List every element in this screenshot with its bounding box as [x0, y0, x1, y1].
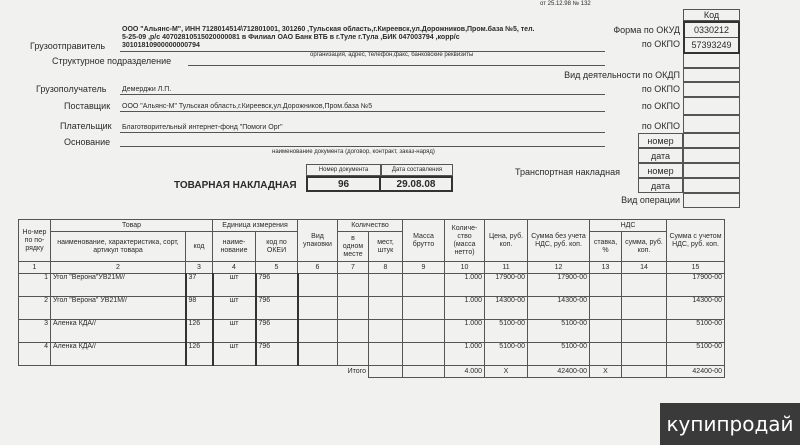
- th-price: Цена, руб. коп.: [485, 220, 528, 262]
- col-num: 9: [403, 262, 445, 274]
- payer-label: Плательщик: [60, 121, 112, 131]
- cell-okei: 796: [256, 297, 298, 320]
- supplier-line: [120, 111, 605, 112]
- th-okei: код по ОКЕИ: [256, 232, 298, 262]
- cell-empty: [590, 343, 622, 366]
- supplier-label: Поставщик: [64, 101, 111, 111]
- okpo-code: 57393249: [691, 40, 732, 50]
- cell-price: 14300-00: [485, 297, 528, 320]
- cell-empty: [403, 343, 445, 366]
- th-qty: Количество: [338, 220, 403, 232]
- totals-cell: [622, 366, 667, 378]
- consignee-okpo-label: по ОКПО: [641, 84, 680, 94]
- org-caption: организация, адрес, телефон,факс, банковские реквизиты: [310, 52, 474, 58]
- shipper-line-1: ООО "Альянс-М", ИНН 7128014514\712801001, 301260 ,Тульская область,г.Киреевск,ул.Дорожников,Пром.база №5, тел.: [122, 26, 535, 33]
- form-reference: от 25.12.98 № 132: [540, 1, 591, 7]
- col-num: 3: [186, 262, 213, 274]
- cell-empty: [403, 297, 445, 320]
- cell-unit: шт: [213, 320, 256, 343]
- doc-caption: наименование документа (договор, контракт, заказ-наряд): [272, 149, 435, 155]
- okud-label: Форма по ОКУД: [613, 25, 680, 35]
- cell-empty: [338, 274, 369, 297]
- th-code: код: [186, 232, 213, 262]
- table-row: [19, 274, 725, 297]
- shipper-line-3: 30101810900000000794: [122, 42, 200, 49]
- payer-line: [120, 132, 605, 133]
- cell-empty: [369, 320, 403, 343]
- col-num: 8: [369, 262, 403, 274]
- table-row: [19, 320, 725, 343]
- transport-label: Транспортная накладная: [515, 167, 621, 177]
- cell-name: Угол "Верона"УВ21М//: [51, 274, 186, 297]
- th-goods: Товар: [51, 220, 213, 232]
- cell-empty: [369, 274, 403, 297]
- cell-okei: 796: [256, 274, 298, 297]
- totals-cell: [403, 366, 445, 378]
- totals-rate: X: [590, 366, 622, 378]
- th-vat-sum: сумма, руб. коп.: [622, 232, 667, 262]
- cell-price: 5100-00: [485, 343, 528, 366]
- okdp-label: Вид деятельности по ОКДП: [564, 70, 680, 80]
- consignee-label: Грузополучатель: [36, 84, 107, 94]
- cell-empty: [298, 274, 338, 297]
- operation-cell: [683, 193, 740, 208]
- cell-name: Угол "Верона" УВ21М//: [51, 297, 186, 320]
- col-num: 7: [338, 262, 369, 274]
- cell-n: 2: [19, 297, 51, 320]
- cell-empty: [622, 343, 667, 366]
- cell-qty: 1.000: [445, 343, 485, 366]
- struct-code-cell: [683, 54, 740, 68]
- cell-code: 126: [186, 343, 213, 366]
- th-rate: ставка, %: [590, 232, 622, 262]
- cell-code: 126: [186, 320, 213, 343]
- cell-name: Аленка КДА//: [51, 343, 186, 366]
- doc-date-caption: Дата составления: [381, 164, 453, 176]
- supplier-okpo-cell: [683, 97, 740, 115]
- cell-okei: 796: [256, 320, 298, 343]
- cell-n: 1: [19, 274, 51, 297]
- th-qty-net: Количе-ство (масса нетто): [445, 220, 485, 262]
- totals-price: X: [485, 366, 528, 378]
- okud-code: 0330212: [685, 23, 738, 38]
- col-num: 5: [256, 262, 298, 274]
- th-vat: НДС: [590, 220, 667, 232]
- cell-code: 98: [186, 297, 213, 320]
- okpo-label: по ОКПО: [641, 39, 680, 49]
- invoice-title: ТОВАРНАЯ НАКЛАДНАЯ: [174, 180, 297, 191]
- code-header: Код: [683, 9, 740, 21]
- cell-sum: 17900-00: [528, 274, 590, 297]
- basis-number-cell: [683, 133, 740, 148]
- th-places: мест, штук: [369, 232, 403, 262]
- consignee-line: [120, 94, 605, 95]
- transport-date-cell: [683, 178, 740, 193]
- goods-table: [18, 219, 725, 378]
- cell-okei: 796: [256, 343, 298, 366]
- col-num: 6: [298, 262, 338, 274]
- cell-empty: [298, 297, 338, 320]
- supplier-okpo-label: по ОКПО: [641, 101, 680, 111]
- totals-row: [19, 366, 725, 378]
- goods-rows: [19, 274, 725, 366]
- supplier-value: ООО "Альянс-М" Тульская область,г.Киреевск,ул.Дорожников,Пром.база №5: [122, 103, 373, 110]
- okud-okpo-box: [683, 21, 740, 54]
- cell-empty: [338, 297, 369, 320]
- col-num: 15: [667, 262, 725, 274]
- totals-sum: 42400-00: [528, 366, 590, 378]
- cell-empty: [369, 297, 403, 320]
- cell-total: 5100-00: [667, 343, 725, 366]
- th-unit-name: наиме-нование: [213, 232, 256, 262]
- column-numbers-row: [19, 262, 725, 274]
- cell-empty: [298, 320, 338, 343]
- cell-empty: [298, 343, 338, 366]
- cell-empty: [369, 343, 403, 366]
- payer-okpo-label: по ОКПО: [641, 121, 680, 131]
- cell-n: 4: [19, 343, 51, 366]
- th-sum-vat: Сумма с учетом НДС, руб. коп.: [667, 220, 725, 262]
- consignee-value: Демерджи Л.П.: [122, 86, 172, 93]
- cell-empty: [590, 297, 622, 320]
- th-num: Но-мер по по-рядку: [19, 220, 51, 262]
- basis-date-cell: [683, 148, 740, 163]
- header-row-1: [19, 220, 725, 232]
- cell-empty: [403, 274, 445, 297]
- col-num: 4: [213, 262, 256, 274]
- payer-value: Благотворительный интернет-фонд "Помоги Орг": [122, 124, 283, 131]
- basis-date-label: дата: [638, 148, 683, 163]
- doc-no-caption: Номер документа: [306, 164, 381, 176]
- cell-empty: [622, 274, 667, 297]
- totals-total: 42400-00: [667, 366, 725, 378]
- cell-total: 5100-00: [667, 320, 725, 343]
- cell-unit: шт: [213, 343, 256, 366]
- col-num: 11: [485, 262, 528, 274]
- cell-price: 5100-00: [485, 320, 528, 343]
- transport-number-cell: [683, 163, 740, 178]
- totals-cell: [369, 366, 403, 378]
- struct-line: [188, 65, 605, 66]
- cell-empty: [590, 274, 622, 297]
- th-in-one: в одном месте: [338, 232, 369, 262]
- cell-unit: шт: [213, 274, 256, 297]
- operation-label: Вид операции: [621, 195, 680, 205]
- th-mass: Масса брутто: [403, 220, 445, 262]
- totals-qty: 4.000: [445, 366, 485, 378]
- totals-label: Итого: [347, 368, 366, 376]
- table-row: [19, 343, 725, 366]
- shipper-details: [122, 26, 602, 50]
- col-num: 13: [590, 262, 622, 274]
- cell-empty: [622, 320, 667, 343]
- cell-empty: [622, 297, 667, 320]
- shipper-line-2: 5-25-09 ,р/с 40702810515020000081 в Филиал ОАО Банк ВТБ в г.Туле г.Тула ,БИК 047003794 ,корр/с: [122, 34, 460, 41]
- transport-number-label: номер: [638, 163, 683, 178]
- invoice-number: 96: [306, 176, 381, 192]
- th-goods-name: наименование, характеристика, сорт, артикул товара: [51, 232, 186, 262]
- struct-label: Структурное подразделение: [52, 56, 172, 66]
- cell-empty: [403, 320, 445, 343]
- cell-price: 17900-00: [485, 274, 528, 297]
- basis-line: [120, 146, 605, 147]
- header-row-2: [19, 232, 725, 262]
- cell-empty: [590, 320, 622, 343]
- th-sum-novat: Сумма без учета НДС, руб. коп.: [528, 220, 590, 262]
- shipper-label: Грузоотправитель: [30, 41, 106, 51]
- payer-okpo-cell: [683, 115, 740, 133]
- th-pack: Вид упаковки: [298, 220, 338, 262]
- col-num: 12: [528, 262, 590, 274]
- cell-unit: шт: [213, 297, 256, 320]
- basis-number-label: номер: [638, 133, 683, 148]
- cell-total: 17900-00: [667, 274, 725, 297]
- col-num: 14: [622, 262, 667, 274]
- transport-date-label: дата: [638, 178, 683, 193]
- table-row: [19, 297, 725, 320]
- okdp-code-cell: [683, 68, 740, 82]
- cell-qty: 1.000: [445, 297, 485, 320]
- cell-name: Аленка КДА//: [51, 320, 186, 343]
- watermark-logo: купипродай: [660, 403, 800, 445]
- cell-sum: 14300-00: [528, 297, 590, 320]
- cell-n: 3: [19, 320, 51, 343]
- cell-total: 14300-00: [667, 297, 725, 320]
- cell-qty: 1.000: [445, 320, 485, 343]
- th-unit: Единица измерения: [213, 220, 298, 232]
- consignee-okpo-cell: [683, 82, 740, 97]
- cell-sum: 5100-00: [528, 320, 590, 343]
- cell-empty: [338, 320, 369, 343]
- cell-qty: 1.000: [445, 274, 485, 297]
- col-num: 2: [51, 262, 186, 274]
- col-num: 10: [445, 262, 485, 274]
- cell-sum: 5100-00: [528, 343, 590, 366]
- invoice-date: 29.08.08: [379, 176, 453, 192]
- col-num: 1: [19, 262, 51, 274]
- basis-label: Основание: [64, 137, 111, 147]
- cell-code: 37: [186, 274, 213, 297]
- cell-empty: [338, 343, 369, 366]
